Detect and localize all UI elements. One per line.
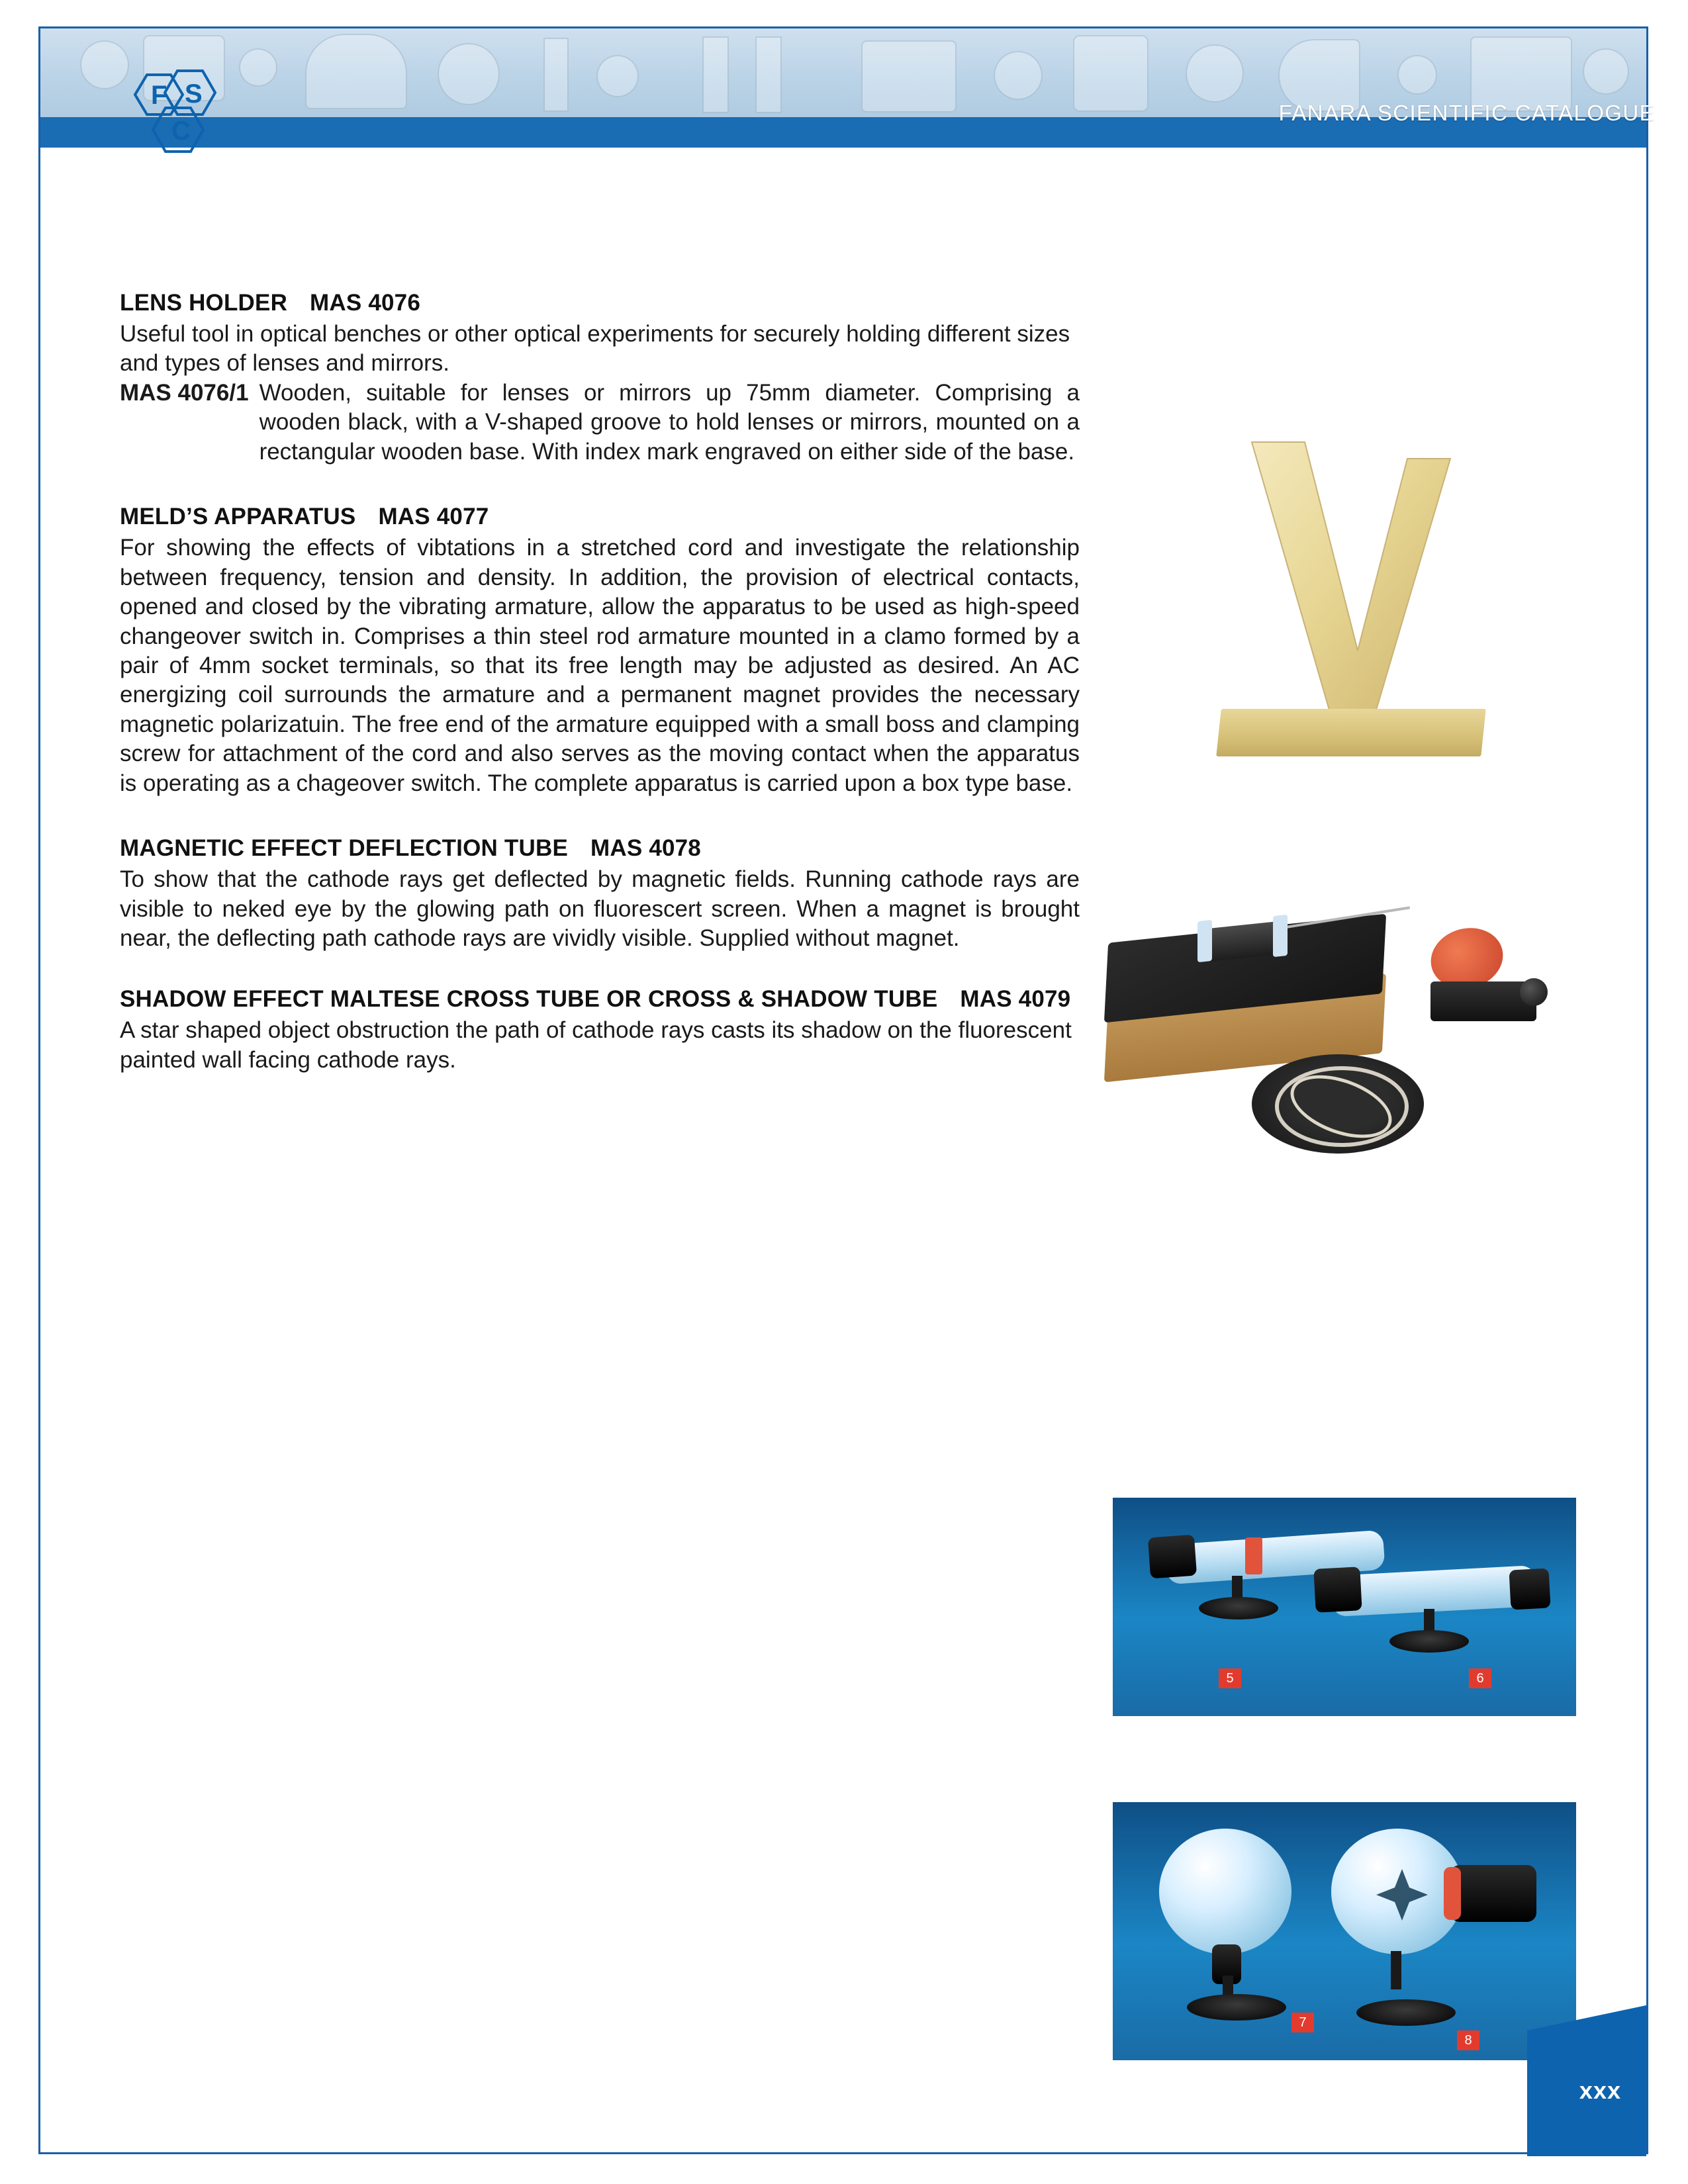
product-code: MAS 4078: [590, 835, 701, 862]
fsc-logo: [119, 69, 271, 156]
catalogue-title: FANARA SCIENTIFIC CATALOGUE: [1278, 101, 1655, 125]
melds-apparatus-photo: [1086, 889, 1550, 1167]
product-heading: [120, 986, 1080, 1013]
product-name: MAGNETIC EFFECT DEFLECTION TUBE: [120, 835, 569, 862]
product-code: MAS 4076: [310, 290, 421, 316]
svg-text:S: S: [185, 79, 203, 109]
lens-holder-photo: [1212, 426, 1490, 783]
image-badge: 6: [1469, 1668, 1491, 1688]
product-maltese-cross-tube: [120, 986, 1080, 1075]
text-column: [120, 290, 1080, 1075]
product-lens-holder: [120, 290, 1080, 467]
image-badge: 8: [1457, 2030, 1479, 2050]
product-description: Useful tool in optical benches or other optical experiments for securely holding different sizes and types of lenses and mirrors.: [120, 321, 1070, 377]
lens-holder-base: [1216, 709, 1486, 756]
svg-text:F: F: [151, 81, 167, 110]
image-badge: 7: [1291, 2013, 1314, 2032]
product-description: To show that the cathode rays get deflected by magnetic fields. Running cathode rays are visible to neked eye by the glowing path on fluorescert screen. When a magnet is brought near, the deflecting path cathode rays are vividly visible. Supplied without magnet.: [120, 866, 1080, 951]
product-variant: [120, 379, 1080, 467]
svg-text:C: C: [171, 116, 191, 146]
product-magnetic-effect-deflection-tube: [120, 835, 1080, 953]
product-code: MAS 4079: [960, 986, 1071, 1013]
image-badge: 5: [1219, 1668, 1241, 1688]
page-header: [40, 28, 1646, 148]
product-name: MELD’S APPARATUS: [120, 504, 356, 530]
product-melds-apparatus: [120, 504, 1080, 798]
variant-code: MAS 4076/1: [120, 379, 249, 406]
product-code: MAS 4077: [378, 504, 489, 530]
deflection-tube-photo: [1113, 1498, 1576, 1716]
variant-description: Wooden, suitable for lenses or mirrors up 75mm diameter. Comprising a wooden black, with a V-shaped groove to hold lenses or mirrors, mounted on a rectangular wooden base. With index mark engraved on either side of the base.: [259, 379, 1080, 465]
product-description: For showing the effects of vibtations in a stretched cord and investigate the relationship between frequency, tension and density. In addition, the provision of electrical contacts, opened and closed by the vibrating armature, allow the apparatus to be used as high-speed changeover switch in. Comprises a thin steel rod armature mounted in a clamo formed by a pair of 4mm socket terminals, so that its free length may be adjusted as desired. An AC energizing coil surrounds the armature and a permanent magnet provides the necessary magnetic polarizatuin. The free end of the armature equipped with a small boss and clamping screw for attachment of the cord and also serves as the moving contact when the apparatus is operating as a chageover switch. The complete apparatus is carried upon a box type base.: [120, 535, 1080, 796]
page-content: [40, 148, 1646, 2156]
product-name: SHADOW EFFECT MALTESE CROSS TUBE OR CROSS & SHADOW TUBE: [120, 986, 938, 1013]
product-name: LENS HOLDER: [120, 290, 288, 316]
maltese-cross-tube-photo: [1113, 1802, 1576, 2060]
product-heading: [120, 835, 1080, 862]
product-heading: [120, 290, 1080, 316]
page-number: xxx: [1579, 2077, 1621, 2104]
product-heading: [120, 504, 1080, 530]
product-description: A star shaped object obstruction the path of cathode rays casts its shadow on the fluorescent painted wall facing cathode rays.: [120, 1017, 1072, 1073]
